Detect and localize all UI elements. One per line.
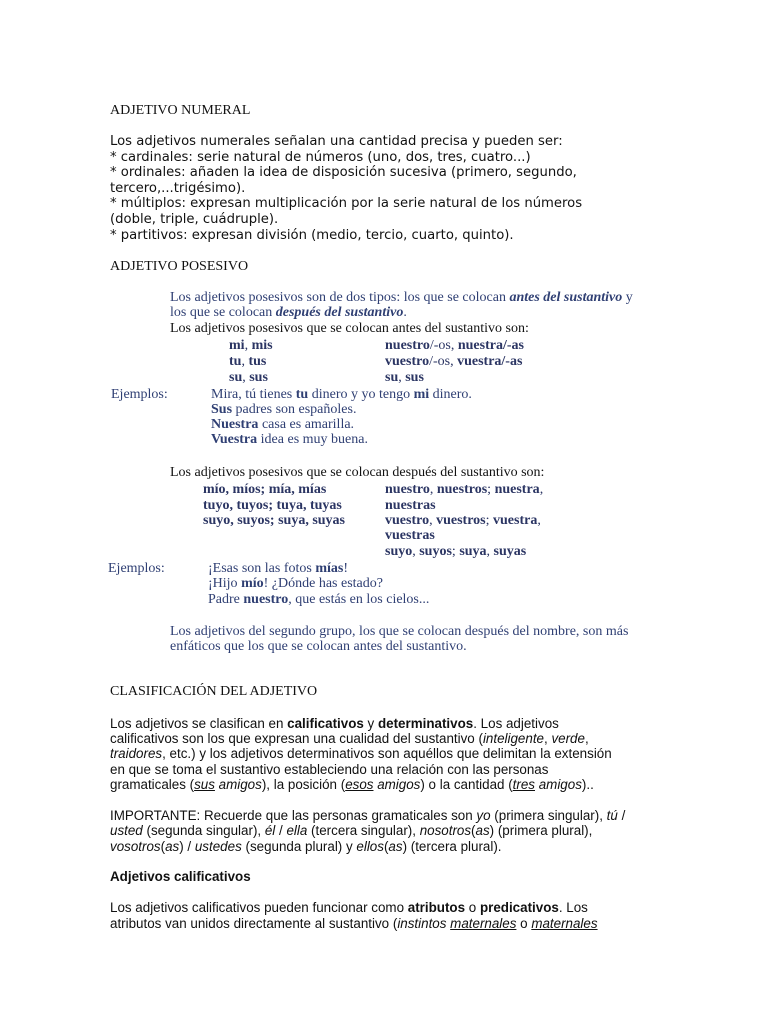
posesivo-after-right-row: nuestro, nuestros; nuestra,: [385, 482, 544, 497]
clasificacion-p3-line: atributos van unidos directamente al sustantivo (instintos maternales o maternales: [110, 916, 598, 931]
example-line: Sus padres son españoles.: [211, 402, 357, 417]
clasificacion-p1-line: gramaticales (sus amigos), la posición (esos amigos) o la cantidad (tres amigos)..: [110, 777, 594, 792]
clasificacion-p3-line: Los adjetivos calificativos pueden funcionar como atributos o predicativos. Los: [110, 900, 588, 915]
numeral-line: tercero,...trigésimo).: [110, 181, 246, 196]
posesivo-after-left-row: suyo, suyos; suya, suyas: [203, 513, 345, 528]
clasificacion-p1-line: en que se toma el sustantivo estableciendo una relación con las personas: [110, 762, 549, 777]
posesivo-after-title: Los adjetivos posesivos que se colocan después del sustantivo son:: [170, 465, 545, 480]
example-line: Vuestra idea es muy buena.: [211, 432, 368, 447]
subheading-adjetivos-calificativos: Adjetivos calificativos: [110, 869, 251, 884]
heading-adjetivo-posesivo: ADJETIVO POSESIVO: [110, 259, 249, 274]
ejemplos-label: Ejemplos:: [108, 561, 165, 576]
posesivo-intro-line1: Los adjetivos posesivos son de dos tipos: los que se colocan antes del sustantivo y: [170, 290, 633, 305]
posesivo-before-right-row: nuestro/-os, nuestra/-as: [385, 338, 524, 353]
posesivo-before-left-row: tu, tus: [229, 354, 267, 369]
posesivo-intro-line2: los que se colocan después del sustantivo.: [170, 305, 407, 320]
posesivo-closing-line: Los adjetivos del segundo grupo, los que se colocan después del nombre, son más: [170, 624, 629, 639]
example-line: ¡Hijo mío! ¿Dónde has estado?: [208, 576, 383, 591]
posesivo-after-right-row: vuestro, vuestros; vuestra,: [385, 513, 541, 528]
example-line: Padre nuestro, que estás en los cielos...: [208, 592, 430, 607]
posesivo-before-title: Los adjetivos posesivos que se colocan antes del sustantivo son:: [170, 321, 529, 336]
posesivo-after-right-row: nuestras: [385, 498, 436, 513]
heading-clasificacion: CLASIFICACIÓN DEL ADJETIVO: [110, 684, 318, 699]
clasificacion-p2-line: usted (segunda singular), él / ella (tercera singular), nosotros(as) (primera plural),: [110, 823, 593, 838]
numeral-line: * cardinales: serie natural de números (uno, dos, tres, cuatro...): [110, 150, 531, 165]
posesivo-before-right-row: su, sus: [385, 370, 424, 385]
posesivo-after-right-row: suyo, suyos; suya, suyas: [385, 544, 527, 559]
posesivo-after-left-row: tuyo, tuyos; tuya, tuyas: [203, 498, 342, 513]
ejemplos-label: Ejemplos:: [111, 387, 168, 402]
example-line: Nuestra casa es amarilla.: [211, 417, 355, 432]
numeral-line: * ordinales: añaden la idea de disposición sucesiva (primero, segundo,: [110, 165, 577, 180]
example-line: ¡Esas son las fotos mías!: [208, 561, 348, 576]
numeral-line: (doble, triple, cuádruple).: [110, 212, 279, 227]
posesivo-after-left-row: mío, míos; mía, mías: [203, 482, 327, 497]
clasificacion-p2-line: vosotros(as) / ustedes (segunda plural) y ellos(as) (tercera plural).: [110, 839, 502, 854]
numeral-line: * múltiplos: expresan multiplicación por la serie natural de los números: [110, 196, 583, 211]
numeral-line: Los adjetivos numerales señalan una cantidad precisa y pueden ser:: [110, 134, 563, 149]
clasificacion-p2-line: IMPORTANTE: Recuerde que las personas gramaticales son yo (primera singular), tú /: [110, 808, 626, 823]
heading-adjetivo-numeral: ADJETIVO NUMERAL: [110, 103, 251, 118]
posesivo-after-right-row: vuestras: [385, 528, 435, 543]
posesivo-closing-line: enfáticos que los que se colocan antes del sustantivo.: [170, 639, 467, 654]
clasificacion-p1-line: calificativos son los que expresan una cualidad del sustantivo (inteligente, verde,: [110, 731, 589, 746]
posesivo-before-left-row: mi, mis: [229, 338, 273, 353]
clasificacion-p1-line: Los adjetivos se clasifican en calificativos y determinativos. Los adjetivos: [110, 716, 559, 731]
example-line: Mira, tú tienes tu dinero y yo tengo mi dinero.: [211, 387, 472, 402]
posesivo-before-right-row: vuestro/-os, vuestra/-as: [385, 354, 523, 369]
clasificacion-p1-line: traidores, etc.) y los adjetivos determinativos son aquéllos que delimitan la extensión: [110, 746, 612, 761]
numeral-line: * partitivos: expresan división (medio, tercio, cuarto, quinto).: [110, 228, 514, 243]
posesivo-before-left-row: su, sus: [229, 370, 268, 385]
